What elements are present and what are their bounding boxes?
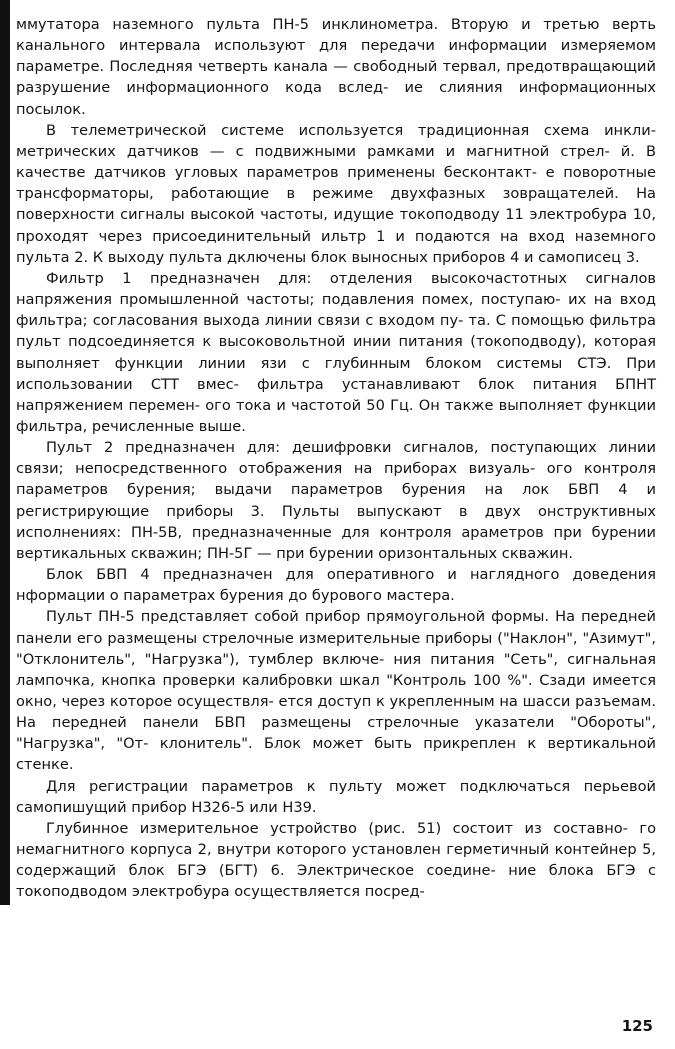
- paragraph-3: Фильтр 1 предназначен для: отделения высокочастотных сигналов напряжения промышленной частоты; подавления помех, поступаю- их на вход фильтра; согласования выхода линии связи с входом пу- та. С помощью фильтра пульт подсоединяется к высоковольтной инии питания (токоподводу), которая выполняет функции линии язи с глубинным блоком системы СТЭ. При использовании СТТ вмес- фильтра устанавливают блок питания БПНТ напряжением перемен- ого тока и частотой 50 Гц. Он также выполняет функции фильтра, речисленные выше.: [16, 269, 656, 435]
- paragraph-8: Глубинное измерительное устройство (рис. 51) состоит из составно- го немагнитного корпуса 2, внутри которого установлен герметичный контейнер 5, содержащий блок БГЭ (БГТ) 6. Электрическое соедине- ние блока БГЭ с токоподводом электробура осуществляется посред-: [16, 819, 656, 901]
- book-spine-shadow: [0, 0, 10, 905]
- paragraph-6: Пульт ПН-5 представляет собой прибор прямоугольной формы. На передней панели его размещены стрелочные измерительные приборы ("Наклон", "Азимут", "Отклонитель", "Нагрузка"), тумблер включе- ния питания "Сеть", сигнальная лампочка, кнопка проверки калибровки шкал "Контроль 100 %". Сзади имеется окно, через которое осуществля- ется доступ к укрепленным на шасси разъемам. На передней панели БВП размещены стрелочные указатели "Обороты", "Нагрузка", "От- клонитель". Блок может быть прикреплен к вертикальной стенке.: [16, 608, 656, 774]
- paragraph-1: ммутатора наземного пульта ПН-5 инклинометра. Вторую и третью верть канального интервала используют для передачи информации измеряемом параметре. Последняя четверть канала — свободный тервал, предотвращающий разрушение информационного кода вслед- ие слияния информационных посылок.: [16, 16, 656, 118]
- paragraph-4: Пульт 2 предназначен для: дешифровки сигналов, поступающих линии связи; непосредственного отображения на приборах визуаль- ого контроля параметров бурения; выдачи параметров бурения на лок БВП 4 и регистрирующие приборы 3. Пульты выпускают в двух онструктивных исполнениях: ПН-5В, предназначенные для контроля араметров при бурении вертикальных скважин; ПН-5Г — при бурении оризонтальных скважин.: [16, 439, 656, 562]
- page-number: 125: [621, 1017, 653, 1035]
- paragraph-2: В телеметрической системе используется традиционная схема инкли- метрических датчиков — с подвижными рамками и магнитной стрел- й. В качестве датчиков угловых параметров применены бесконтакт- е поворотные трансформаторы, работающие в режиме двухфазных зовращателей. На поверхности сигналы высокой частоты, идущие токоподводу 11 электробура 10, проходят через присоединительный ильтр 1 и подаются на вход наземного пульта 2. К выходу пульта дключены блок выносных приборов 4 и самописец 3.: [16, 121, 656, 266]
- paragraph-7: Для регистрации параметров к пульту может подключаться перьевой самопишущий прибор Н326-5 или Н39.: [16, 777, 656, 816]
- page-text: [16, 14, 656, 903]
- paragraph-5: Блок БВП 4 предназначен для оперативного и наглядного доведения нформации о параметрах бурения до бурового мастера.: [16, 566, 656, 605]
